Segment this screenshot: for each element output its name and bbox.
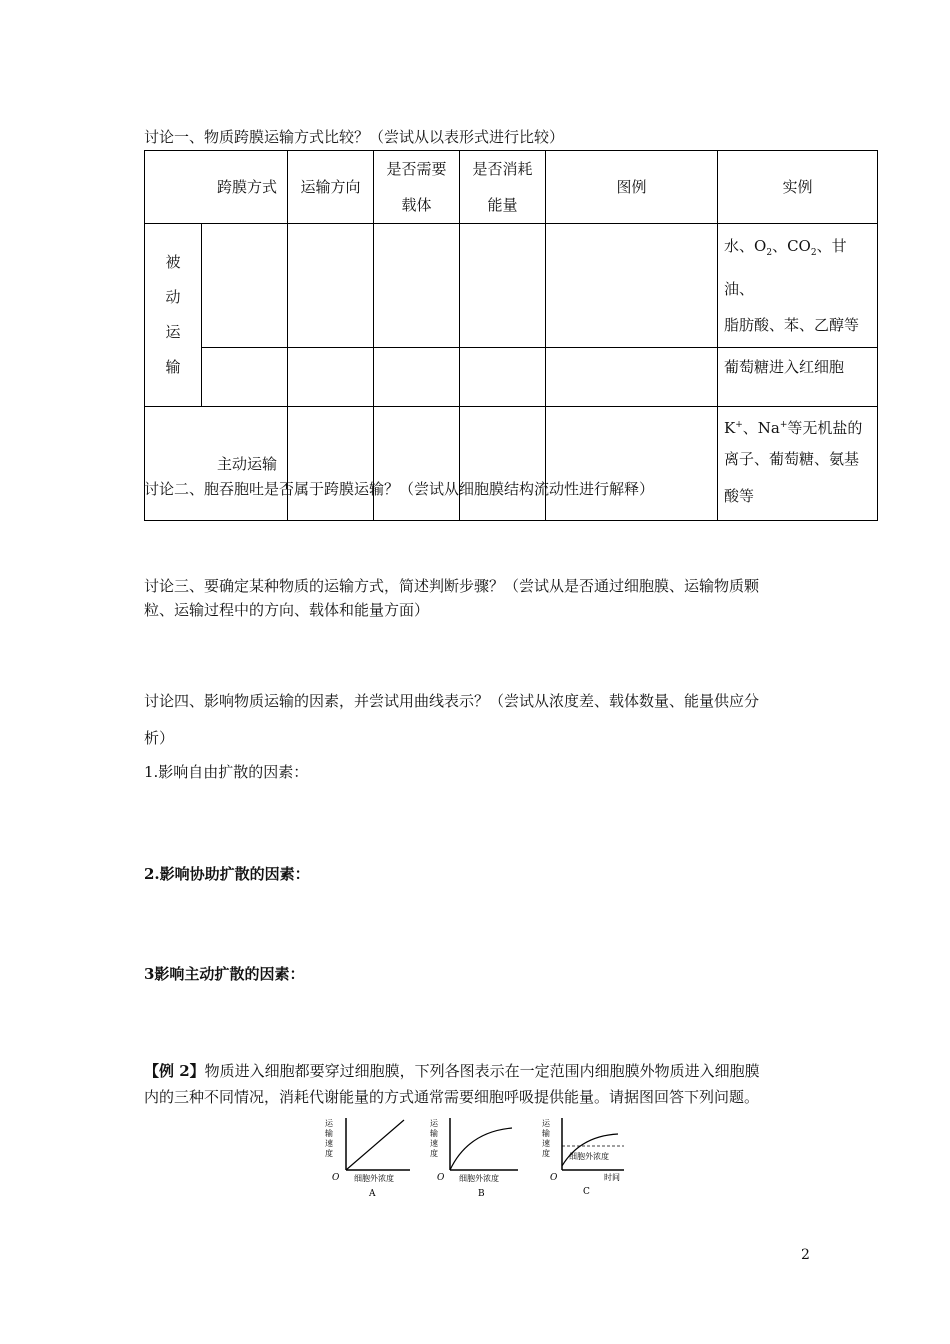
panel-a-ylabel: 运输速度 [325, 1119, 333, 1158]
discussion-4-line2: 析） [144, 729, 175, 747]
facilitated-diffusion-example: 葡萄糖进入红细胞 [718, 348, 878, 407]
header-energy [460, 151, 546, 224]
panel-b-saturation-curve [450, 1128, 512, 1170]
passive-char: 被 [165, 253, 181, 271]
example-2-line2: 内的三种不同情况，消耗代谢能量的方式通常需要细胞呼吸提供能量。请据图回答下列问题。 [144, 1088, 760, 1106]
discussion-3-line1: 讨论三、要确定某种物质的运输方式，简述判断步骤？（尝试从是否通过细胞膜、运输物质颗 [144, 577, 760, 595]
discussion-2-heading: 讨论二、胞吞胞吐是否属于跨膜运输？（尝试从细胞膜结构流动性进行解释） [144, 480, 655, 498]
example-line: 离子、葡萄糖、氨基 [724, 450, 860, 468]
free-diffusion-example [718, 224, 878, 348]
item-active-transport: 3影响主动扩散的因素： [144, 965, 305, 983]
cell-empty [546, 407, 718, 521]
panel-c-xlabel: 时间 [604, 1173, 620, 1182]
cell-empty [460, 224, 546, 348]
cell-empty [460, 348, 546, 407]
cell-empty [374, 348, 460, 407]
example-line: K+、Na+等无机盐的 [724, 419, 863, 437]
item-free-diffusion: 1.影响自由扩散的因素： [144, 763, 309, 781]
header-energy-line2: 能量 [487, 196, 518, 214]
cell-empty [546, 224, 718, 348]
discussion-3-line2: 粒、运输过程中的方向、载体和能量方面） [144, 601, 430, 619]
panel-b-xlabel: 细胞外浓度 [459, 1174, 499, 1183]
cell-empty [288, 348, 374, 407]
panel-c-origin: O [550, 1173, 558, 1183]
header-carrier [374, 151, 460, 224]
cell-empty [374, 224, 460, 348]
cell-empty [546, 348, 718, 407]
example-line: 酸等 [724, 487, 755, 505]
transport-comparison-table [144, 150, 878, 521]
panel-a-label: A [369, 1189, 376, 1199]
passive-char: 运 [165, 323, 181, 341]
panel-b-ylabel: 运输速度 [430, 1119, 438, 1158]
header-direction: 运输方向 [288, 151, 374, 224]
cell-empty [288, 224, 374, 348]
cell-empty [202, 348, 288, 407]
panel-c-ylabel: 运输速度 [542, 1119, 550, 1158]
panel-c-label: C [583, 1187, 590, 1197]
panel-a-graph [325, 1118, 410, 1199]
panel-b-origin: O [437, 1173, 445, 1183]
example-2-line1 [144, 1062, 760, 1080]
panel-b-graph [430, 1118, 518, 1199]
item-facilitated-diffusion: 2.影响协助扩散的因素： [144, 865, 310, 883]
header-diagram: 图例 [546, 151, 718, 224]
page-number: 2 [801, 1247, 810, 1263]
example-line: 脂肪酸、苯、乙醇等 [724, 316, 860, 334]
example-2-text: 物质进入细胞都要穿过细胞膜，下列各图表示在一定范围内细胞膜外物质进入细胞膜 [204, 1062, 760, 1080]
panel-a-origin: O [332, 1173, 340, 1183]
active-transport-label: 主动运输 [145, 407, 288, 521]
header-method: 跨膜方式 [145, 151, 288, 224]
panel-a-linear-curve [346, 1120, 404, 1170]
discussion-1-heading: 讨论一、物质跨膜运输方式比较？（尝试从以表形式进行比较） [144, 128, 565, 146]
example-2-tag: 【例 2】 [144, 1062, 205, 1080]
active-transport-example [718, 407, 878, 521]
example-line: 水、$O_2$、$CO_2$、甘油、 [724, 237, 847, 298]
cell-empty [288, 407, 374, 521]
header-carrier-line2: 载体 [401, 196, 432, 214]
discussion-4-line1: 讨论四、影响物质运输的因素，并尝试用曲线表示？（尝试从浓度差、载体数量、能量供应分 [144, 692, 760, 710]
passive-transport-label [145, 224, 202, 407]
header-example: 实例 [718, 151, 878, 224]
panel-c-curve-label: 细胞外浓度 [569, 1152, 609, 1161]
panel-c-graph [542, 1118, 624, 1197]
header-energy-line1: 是否消耗 [472, 160, 533, 178]
panel-b-label: B [478, 1189, 485, 1199]
cell-empty [202, 224, 288, 348]
cell-empty [374, 407, 460, 521]
panel-c-curve [562, 1134, 618, 1166]
header-carrier-line1: 是否需要 [386, 160, 447, 178]
passive-char: 动 [165, 288, 181, 306]
cell-empty [460, 407, 546, 521]
transport-rate-figure [318, 1114, 648, 1204]
passive-char: 输 [165, 358, 181, 376]
panel-a-xlabel: 细胞外浓度 [354, 1174, 394, 1183]
